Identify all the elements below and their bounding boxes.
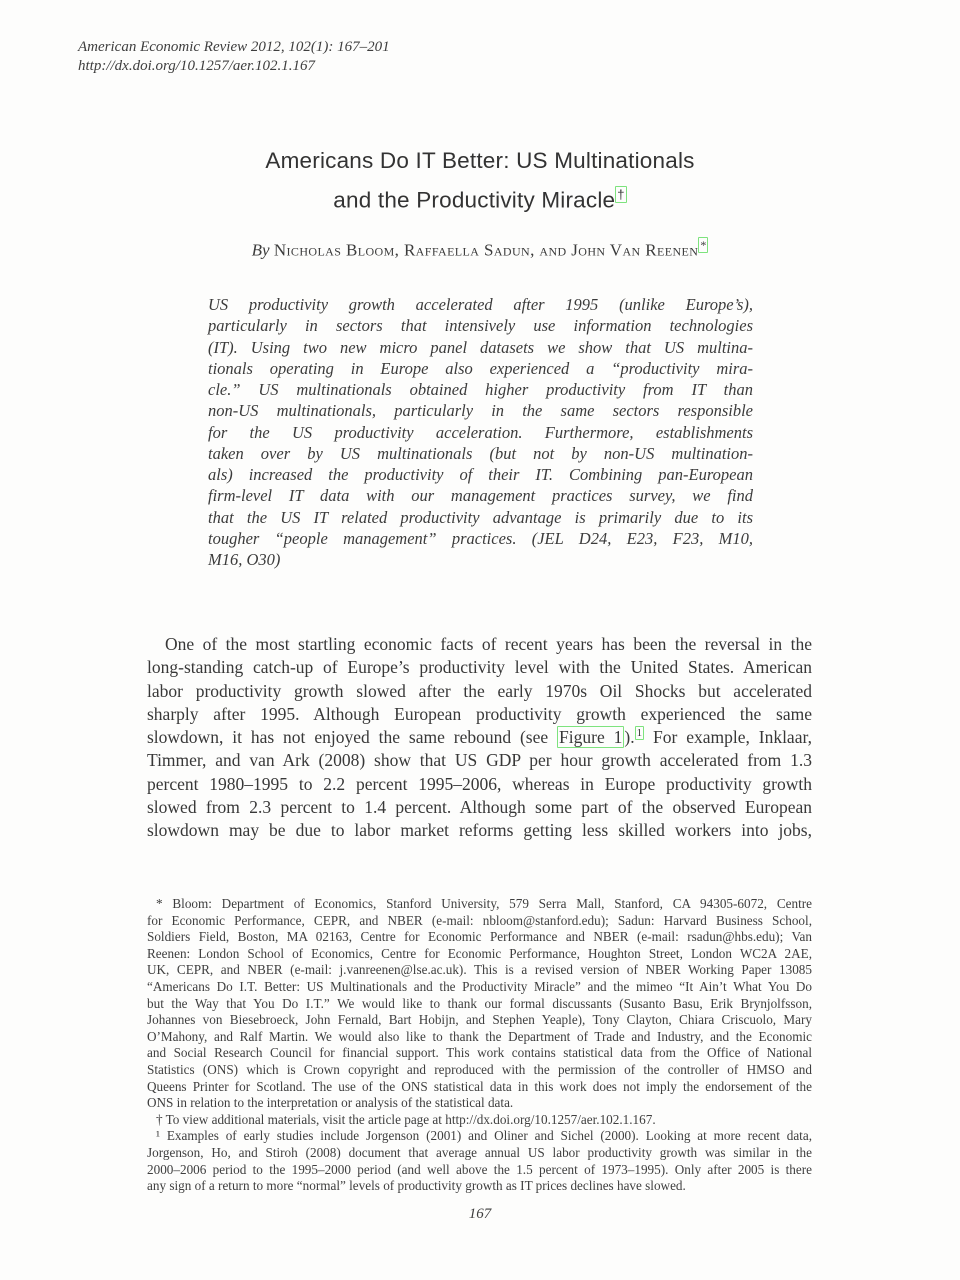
- footnote-line: but the Way that You Do I.T.” We would like to thank our formal discussants (Susanto Basu, Erik Brynjolfsson,: [147, 995, 812, 1011]
- footnote-line: Queens Printer for Scotland. The use of the ONS statistical data in this work does not imply the endorsement of the: [147, 1078, 812, 1094]
- footnote-line: for Economic Performance, CEPR, and NBER (e-mail: nbloom@stanford.edu); Sadun: Harvard Business School,: [147, 912, 812, 928]
- paper-title: [0, 144, 960, 218]
- footnote-star: [147, 896, 812, 1112]
- footnote-line: and Social Research Council for financial support. This work contains statistical data from the Office of National: [147, 1045, 812, 1061]
- journal-citation: American Economic Review 2012, 102(1): 167–201: [78, 39, 390, 55]
- body-paragraph: [147, 633, 812, 843]
- abstract-line: particularly in sectors that intensively use information technologies: [208, 316, 753, 336]
- footnote-line: Reenen: London School of Economics, Centre for Economic Performance, Houghton Street, London WC2A 2AE,: [147, 945, 812, 961]
- footnote-line: O’Mahony, and Ralf Martin. We would also like to thank the Department of Trade and Industry, and the Economic: [147, 1028, 812, 1044]
- footnote-line: * Bloom: Department of Economics, Stanford University, 579 Serra Mall, Stanford, CA 94305-6072, Centre: [156, 896, 812, 911]
- footnote-line: Statistics (ONS) which is Crown copyright and reproduced with the permission of the controller of HMSO and: [147, 1061, 812, 1077]
- footnote-line: any sign of a return to more “normal” levels of productivity growth as IT prices declines have slowed.: [147, 1178, 686, 1194]
- author-names: Nicholas Bloom, Raffaella Sadun, and John Van Reenen: [273, 240, 699, 260]
- title-dagger-link[interactable]: †: [617, 187, 625, 202]
- body-line: Timmer, and van Ark (2008) show that US GDP per hour growth accelerated from 1.3: [147, 750, 812, 771]
- abstract-line: tionals operating in Europe also experienced a “productivity mira-: [208, 358, 753, 378]
- body-line-with-link: slowdown, it has not enjoyed the same rebound (see Figure 1 ). $^1$ For example, Inklaar,: [147, 727, 812, 748]
- abstract-line: cle.” US multinationals obtained higher productivity from IT than: [208, 380, 753, 399]
- footnote-1-ref[interactable]: 1: [636, 727, 643, 740]
- footnote-dagger: † To view additional materials, visit the article page at http://dx.doi.org/10.1257/aer.102.1.167.: [156, 1111, 656, 1127]
- footnote-line: ¹ Examples of early studies include Jorgenson (2001) and Oliner and Sichel (2000). Looking at more recent data,: [156, 1128, 812, 1144]
- byline-by: By: [251, 240, 274, 260]
- page-number: 167: [468, 1206, 492, 1222]
- title-line-2: and the Productivity Miracle †: [333, 187, 625, 213]
- abstract-line: tougher “people management” practices. (JEL D24, E23, F23, M10,: [208, 528, 753, 548]
- footnote-line: Soldiers Field, Boston, MA 02163, Centre for Economic Performance and NBER (e-mail: rsadun@hbs.edu); Van: [147, 929, 812, 945]
- abstract: [208, 294, 753, 570]
- footnote-line: “Americans Do I.T. Better: US Multinationals and the Productivity Miracle” and the mimeo “It Ain’t What You Do: [147, 978, 812, 994]
- byline: [0, 238, 960, 261]
- abstract-line: firm-level IT data with our management practices survey, we find: [208, 486, 753, 506]
- figure-1-link[interactable]: Figure 1: [559, 727, 623, 748]
- abstract-line: M16, O30): [208, 550, 281, 569]
- body-line: percent 1980–1995 to 2.2 percent 1995–2006, whereas in Europe productivity growth: [147, 773, 812, 794]
- journal-doi: http://dx.doi.org/10.1257/aer.102.1.167: [78, 57, 315, 74]
- body-line: labor productivity growth slowed after the early 1970s Oil Shocks but accelerated: [147, 680, 812, 701]
- title-line-1: Americans Do IT Better: US Multinationals: [265, 148, 695, 173]
- footnotes: [147, 896, 812, 1195]
- abstract-line: taken over by US multinationals (but not by non-US multination-: [208, 443, 753, 463]
- body-line: long-standing catch-up of Europe’s productivity level with the United States. American: [147, 657, 812, 678]
- abstract-line: US productivity growth accelerated after 1995 (unlike Europe’s),: [208, 295, 753, 314]
- body-line: One of the most startling economic facts of recent years has been the reversal in the: [165, 634, 812, 654]
- abstract-line: (IT). Using two new micro panel datasets we show that US multina-: [208, 337, 753, 357]
- footnote-line: ONS in relation to the interpretation or analysis of the statistical data.: [147, 1095, 514, 1111]
- footnote-line: Johannes von Biesebroeck, John Fernald, Bart Hobijn, and Stephen Yeaple), Tony Clayton, Chiara Criscuolo, Mary: [147, 1012, 812, 1028]
- abstract-line: als) increased the productivity of their IT. Combining pan-European: [208, 465, 753, 484]
- abstract-line: for the US productivity acceleration. Furthermore, establishments: [208, 422, 753, 442]
- footnote-1: [147, 1128, 812, 1194]
- body-line: slowed from 2.3 percent to 1.4 percent. Although some part of the observed European: [147, 797, 812, 818]
- footnote-line: UK, CEPR, and NBER (e-mail: j.vanreenen@lse.ac.uk). This is a revised version of NBER Working Paper 13085: [147, 962, 812, 978]
- abstract-line: that the US IT related productivity advantage is primarily due to its: [208, 507, 753, 527]
- body-line: slowdown may be due to labor market reforms getting less skilled workers into jobs,: [147, 820, 812, 841]
- journal-header: [78, 38, 390, 75]
- footnote-line: Jorgenson, Ho, and Stiroh (2008) document that average annual US labor productivity growth was similar in the: [147, 1144, 812, 1160]
- abstract-line: non-US multinationals, particularly in the same sectors responsible: [208, 401, 753, 421]
- footnote-line: 2000–2006 period to the 1995–2000 period (and well above the 1.5 percent of 1973–1995). Only after 2005 is there: [147, 1161, 812, 1177]
- author-note-link[interactable]: *: [700, 238, 707, 252]
- body-line: sharply after 1995. Although European productivity growth experienced the same: [147, 703, 812, 724]
